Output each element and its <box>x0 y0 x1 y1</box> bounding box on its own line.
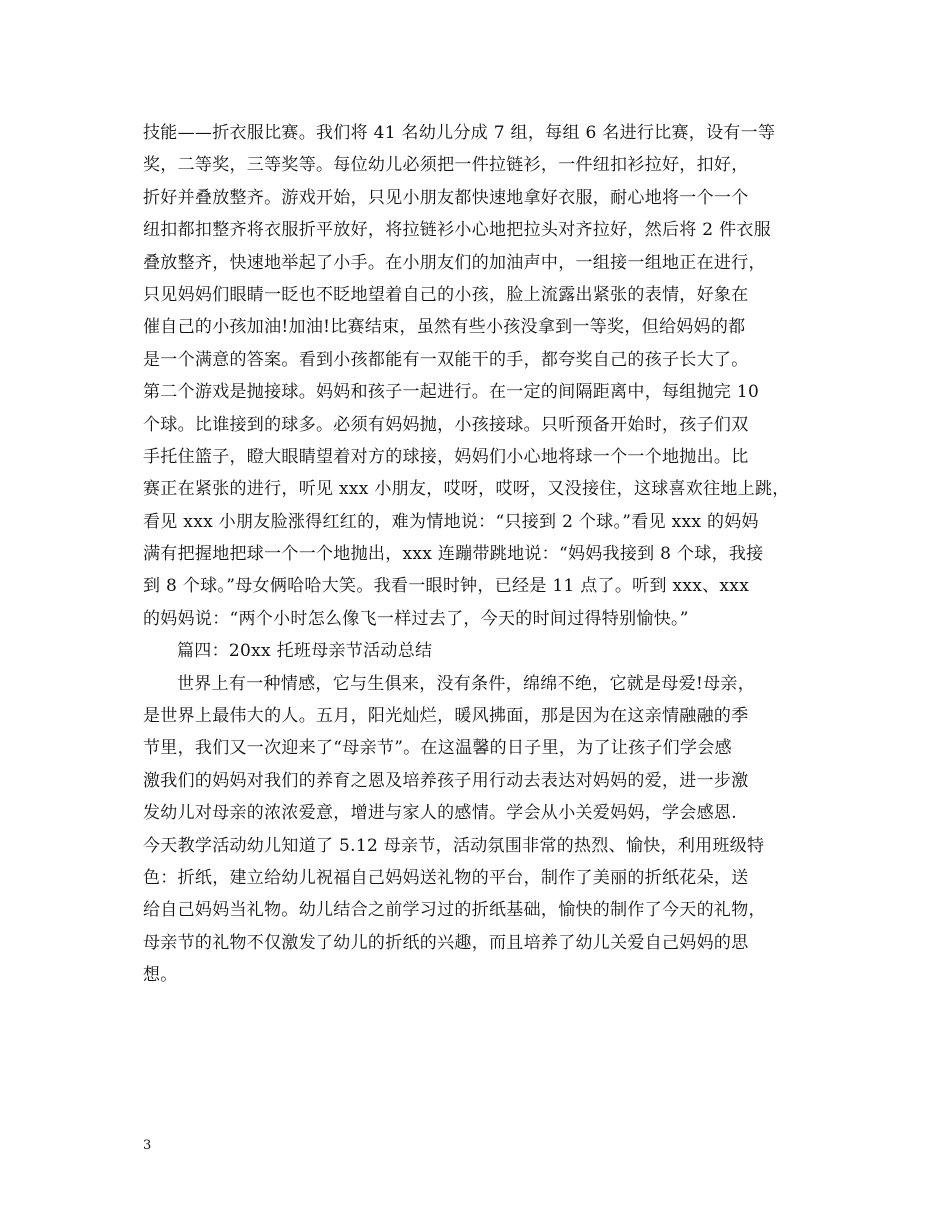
body-line: 想。 <box>143 965 178 986</box>
body-line: 发幼儿对母亲的浓浓爱意，增进与家人的感情。学会从小关爱妈妈，学会感恩. <box>143 803 737 824</box>
body-line: 节里，我们又一次迎来了“母亲节”。在这温馨的日子里，为了让孩子们学会感 <box>143 738 732 759</box>
body-line: 个球。比谁接到的球多。必须有妈妈抛，小孩接球。只听预备开始时，孩子们双 <box>143 414 749 435</box>
page-number: 3 <box>143 1138 152 1153</box>
body-line: 今天教学活动幼儿知道了 5.12 母亲节，活动氛围非常的热烈、愉快，利用班级特 <box>143 835 765 856</box>
document-body <box>143 117 833 992</box>
body-line: 看见 xxx 小朋友脸涨得红红的，难为情地说：“只接到 2 个球。”看见 xxx 的妈妈 <box>143 511 759 532</box>
body-line: 是一个满意的答案。看到小孩都能有一双能干的手，都夸奖自己的孩子长大了。 <box>143 349 749 370</box>
body-line: 第二个游戏是抛接球。妈妈和孩子一起进行。在一定的间隔距离中，每组抛完 10 <box>143 382 760 403</box>
body-line: 技能——折衣服比赛。我们将 41 名幼儿分成 7 组，每组 6 名进行比赛，设有一等 <box>143 123 776 143</box>
body-line: 世界上有一种情感，它与生俱来，没有条件，绵绵不绝，它就是母爱!母亲， <box>177 673 756 694</box>
body-line: 满有把握地把球一个一个地抛出，xxx 连蹦带跳地说：“妈妈我接到 8 个球，我接 <box>143 544 764 565</box>
body-line: 手托住篮子，瞪大眼睛望着对方的球接，妈妈们小心地将球一个一个地抛出。比 <box>143 446 749 467</box>
body-line: 是世界上最伟大的人。五月，阳光灿烂，暖风拂面，那是因为在这亲情融融的季 <box>143 706 749 727</box>
body-line: 叠放整齐，快速地举起了小手。在小朋友们的加油声中，一组接一组地正在进行， <box>143 252 766 273</box>
section-title: 篇四：20xx 托班母亲节活动总结 <box>177 641 433 662</box>
body-line: 激我们的妈妈对我们的养育之恩及培养孩子用行动去表达对妈妈的爱，进一步激 <box>143 770 749 791</box>
body-line: 纽扣都扣整齐将衣服折平放好，将拉链衫小心地把拉头对齐拉好，然后将 2 件衣服 <box>143 220 772 241</box>
body-line: 给自己妈妈当礼物。幼儿结合之前学习过的折纸基础，愉快的制作了今天的礼物， <box>143 900 766 921</box>
body-line: 到 8 个球。”母女俩哈哈大笑。我看一眼时钟，已经是 11 点了。听到 xxx、xxx <box>143 576 750 597</box>
body-line: 色：折纸，建立给幼儿祝福自己妈妈送礼物的平台，制作了美丽的折纸花朵，送 <box>143 867 749 888</box>
body-line: 催自己的小孩加油!加油!比赛结束，虽然有些小孩没拿到一等奖，但给妈妈的都 <box>143 317 746 338</box>
body-line: 的妈妈说：“两个小时怎么像飞一样过去了，今天的时间过得特别愉快。” <box>143 608 689 629</box>
body-line: 只见妈妈们眼睛一眨也不眨地望着自己的小孩，脸上流露出紧张的表情，好象在 <box>143 284 749 305</box>
body-line: 折好并叠放整齐。游戏开始，只见小朋友都快速地拿好衣服，耐心地将一个一个 <box>143 187 749 208</box>
body-line: 奖，二等奖，三等奖等。每位幼儿必须把一件拉链衫，一件纽扣衫拉好，扣好， <box>143 155 749 176</box>
body-line: 母亲节的礼物不仅激发了幼儿的折纸的兴趣，而且培养了幼儿关爱自己妈妈的思 <box>143 932 749 953</box>
body-line: 赛正在紧张的进行，听见 xxx 小朋友，哎呀，哎呀，又没接住，这球喜欢往地上跳， <box>143 479 790 500</box>
